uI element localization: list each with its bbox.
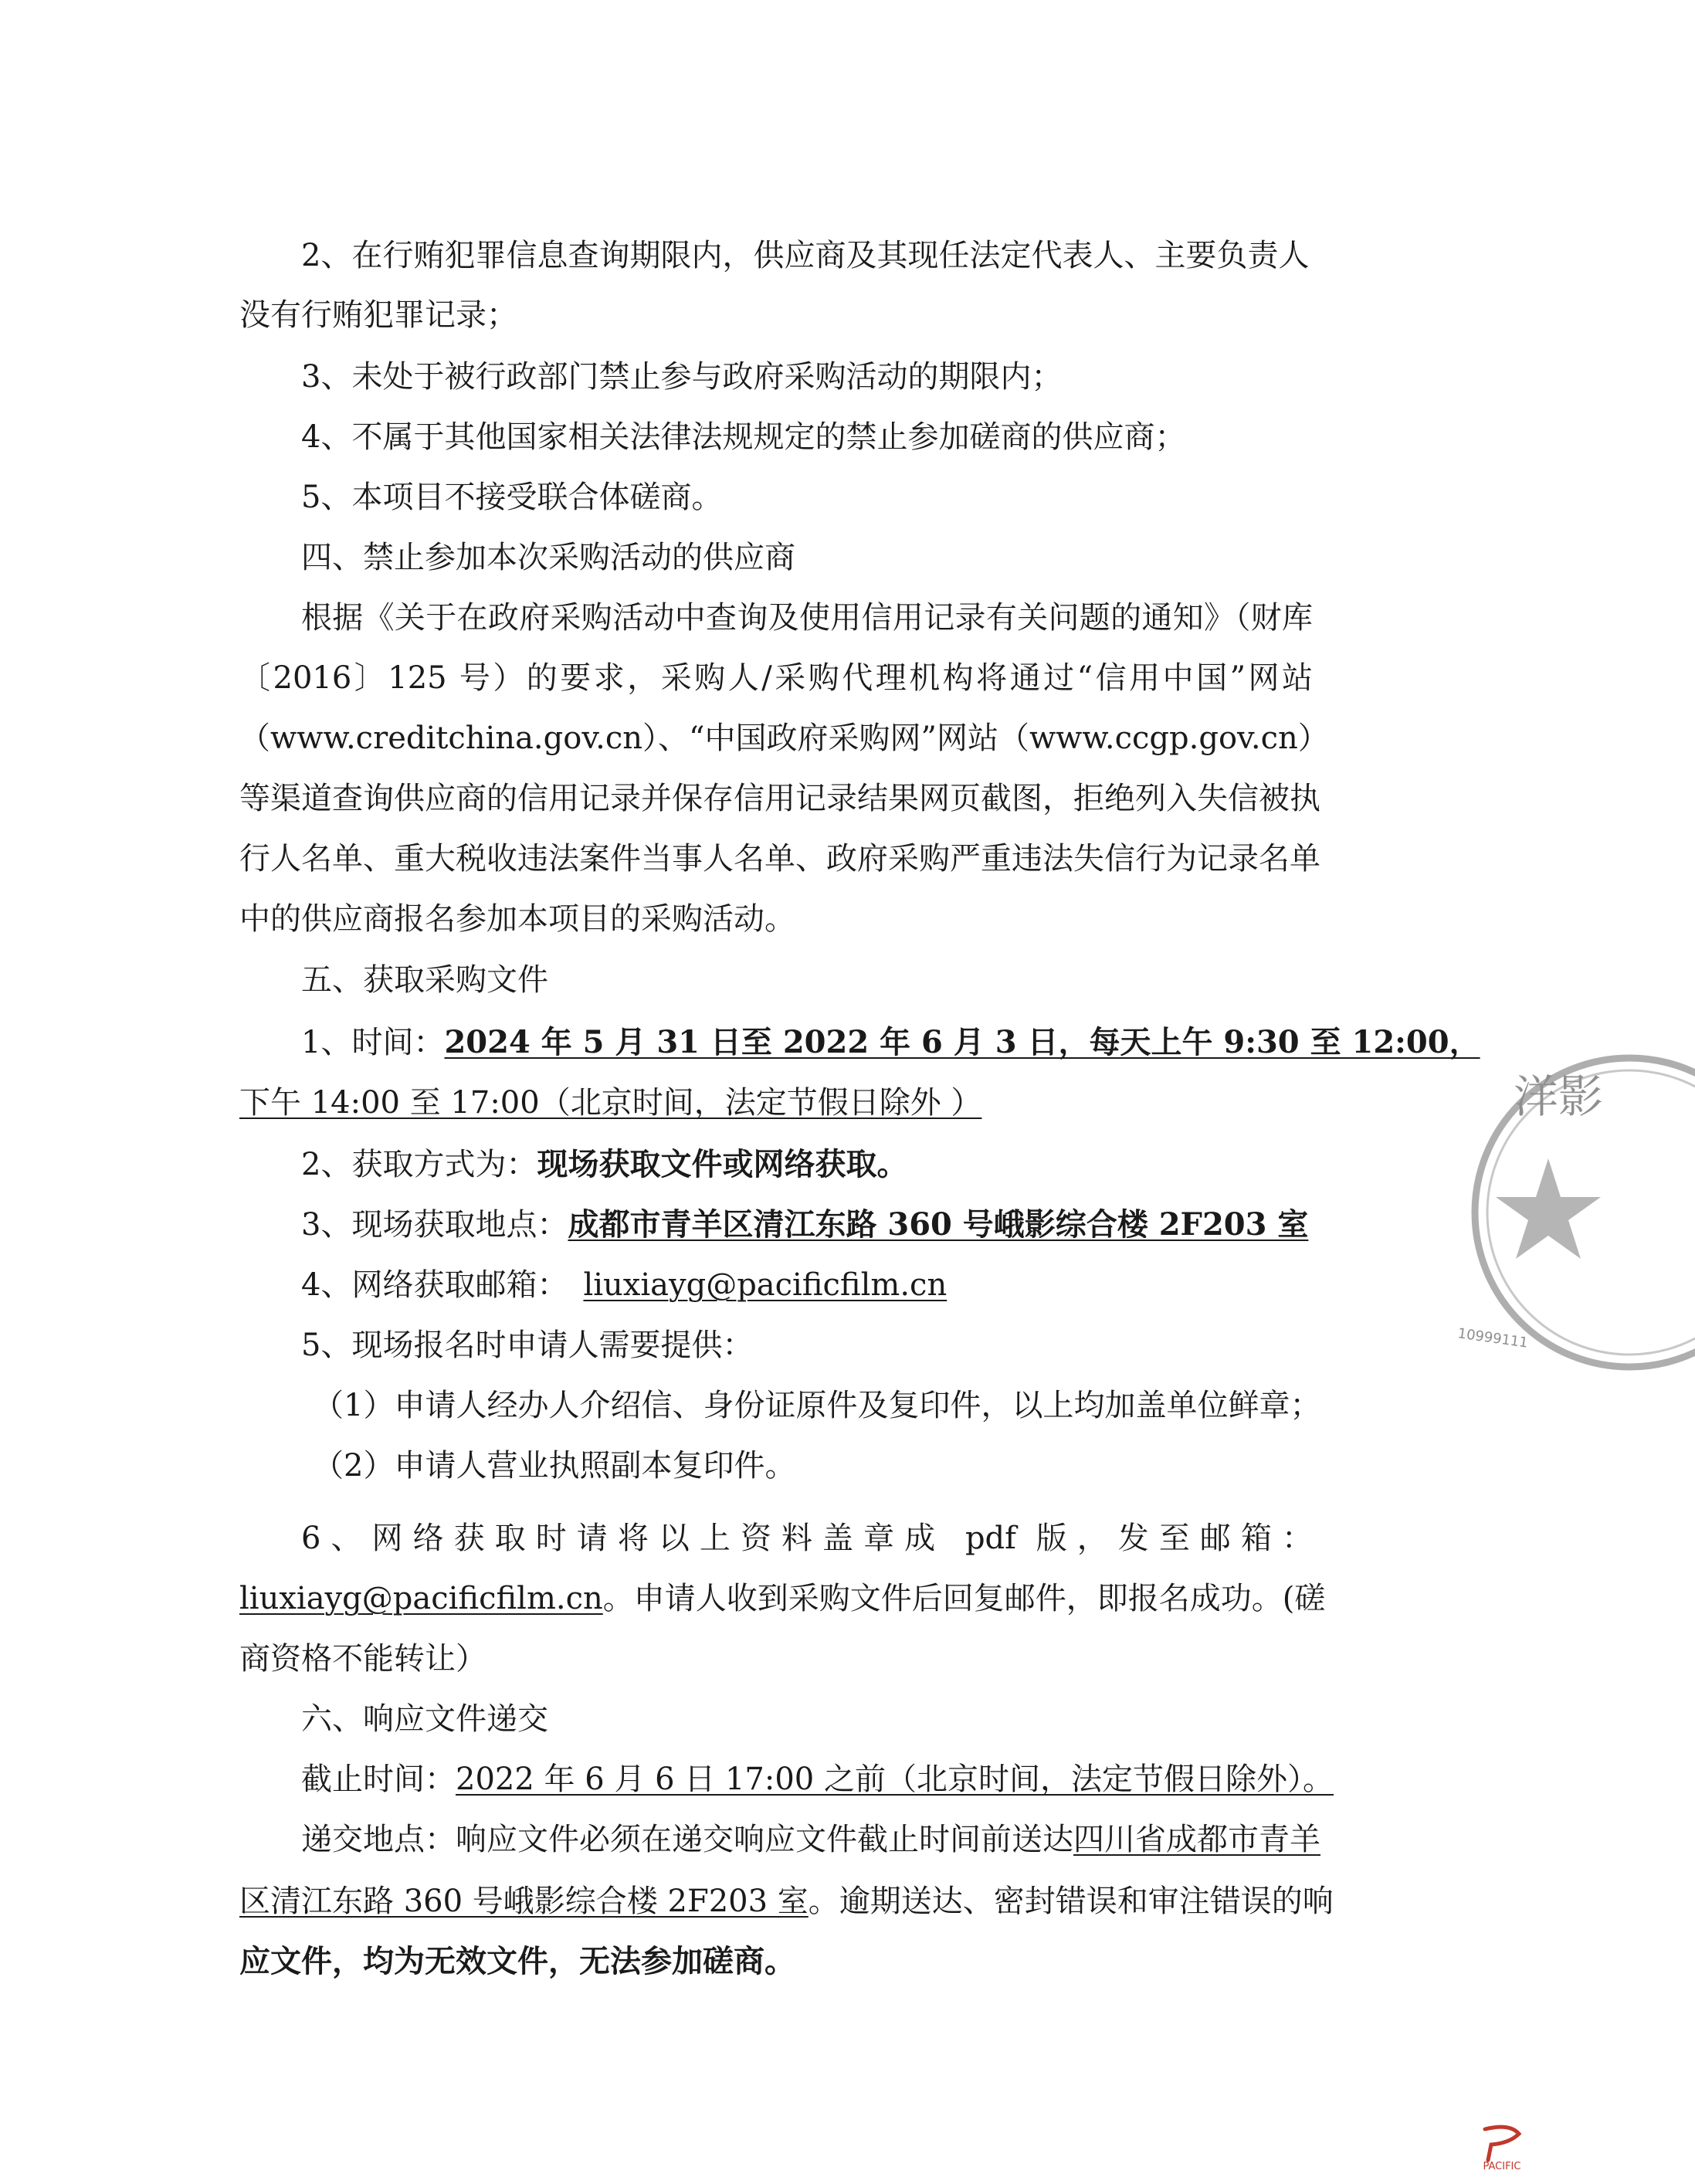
online-line-1: 6、网络获取时请将以上资料盖章成 pdf 版，发至邮箱： [301,1521,1313,1556]
location-rest: 。逾期送达、密封错误和审注错误的响 [808,1884,1334,1919]
requirement-item-3: 3、未处于被行政部门禁止参与政府采购活动的期限内； [301,359,1063,395]
section-4-para-line-2: 〔2016〕125 号）的要求，采购人/采购代理机构将通过“信用中国”网站 [239,660,1313,696]
logo-text: PACIFIC [1483,2161,1521,2172]
online-email-link[interactable]: liuxiayg@pacificfilm.cn [239,1581,603,1616]
location-value: 四川省成都市青羊 [1073,1822,1320,1857]
online-line-3: 商资格不能转让） [239,1641,486,1677]
online-line-2-rest: 。申请人收到采购文件后回复邮件，即报名成功。(磋 [602,1581,1326,1616]
company-seal [1448,1050,1695,1375]
provide-label: 5、现场报名时申请人需要提供： [301,1328,754,1363]
time-line-1 [301,1021,1480,1064]
section-5-heading: 五、获取采购文件 [301,962,548,998]
place-value: 成都市青羊区清江东路 360 号峨影综合楼 2F203 室 [568,1206,1309,1243]
section-4-para-line-4: 等渠道查询供应商的信用记录并保存信用记录结果网页截图，拒绝列入失信被执 [239,781,1320,816]
section-4-para-line-5: 行人名单、重大税收违法案件当事人名单、政府采购严重违法失信行为记录名单 [239,841,1320,877]
requirement-item-2-line-2: 没有行贿犯罪记录； [239,297,517,333]
time-line-2 [239,1081,1313,1124]
location-line-3: 应文件，均为无效文件，无法参加磋商。 [239,1943,795,1979]
online-line-2 [239,1577,1326,1620]
deadline-label: 截止时间： [301,1762,456,1797]
location-label: 递交地点：响应文件必须在递交响应文件截止时间前送达 [301,1822,1073,1857]
time-value: 2024 年 5 月 31 日至 2022 年 6 月 3 日，每天上午 9:30 至 12:00， [444,1024,1480,1060]
method-value: 现场获取文件或网络获取。 [537,1146,908,1182]
seal-text: 洋影 [1514,1070,1604,1123]
method-line [301,1143,1313,1186]
requirement-item-5: 5、本项目不接受联合体磋商。 [301,480,723,515]
email-label: 4、网络获取邮箱： [301,1267,568,1303]
section-4-para-line-1: 根据《关于在政府采购活动中查询及使用信用记录有关问题的通知》（财库 [301,600,1313,636]
deadline-line [301,1758,1334,1801]
provide-item-2: （2）申请人营业执照副本复印件。 [313,1448,796,1484]
location-line-1 [301,1818,1320,1861]
seal-number: 10999111 [1456,1325,1529,1351]
requirement-item-2-line-1: 2、在行贿犯罪信息查询期限内，供应商及其现任法定代表人、主要负责人 [301,238,1310,273]
place-line [301,1203,1313,1246]
provide-item-1: （1）申请人经办人介绍信、身份证原件及复印件，以上均加盖单位鲜章； [313,1388,1321,1423]
section-4-heading: 四、禁止参加本次采购活动的供应商 [301,540,795,575]
section-4-para-line-6: 中的供应商报名参加本项目的采购活动。 [239,901,795,937]
requirement-item-4: 4、不属于其他国家相关法律法规规定的禁止参加磋商的供应商； [301,419,1186,455]
location-value-cont: 区清江东路 360 号峨影综合楼 2F203 室 [239,1884,809,1919]
location-line-2 [239,1880,1334,1923]
time-label: 1、时间： [301,1025,445,1060]
pacific-logo [1471,2120,1533,2174]
email-line [301,1263,1313,1307]
email-link[interactable]: liuxiayg@pacificfilm.cn [583,1267,948,1303]
method-label: 2、获取方式为： [301,1147,537,1182]
section-4-para-line-3: （www.creditchina.gov.cn）、“中国政府采购网”网站（www.ccgp.gov.cn） [239,721,1329,756]
section-6-heading: 六、响应文件递交 [301,1701,548,1737]
deadline-value: 2022 年 6 月 6 日 17:00 之前（北京时间，法定节假日除外）。 [456,1762,1334,1797]
time-value-cont: 下午 14:00 至 17:00（北京时间，法定节假日除外 ） [239,1085,982,1121]
place-label: 3、现场获取地点： [301,1207,568,1243]
